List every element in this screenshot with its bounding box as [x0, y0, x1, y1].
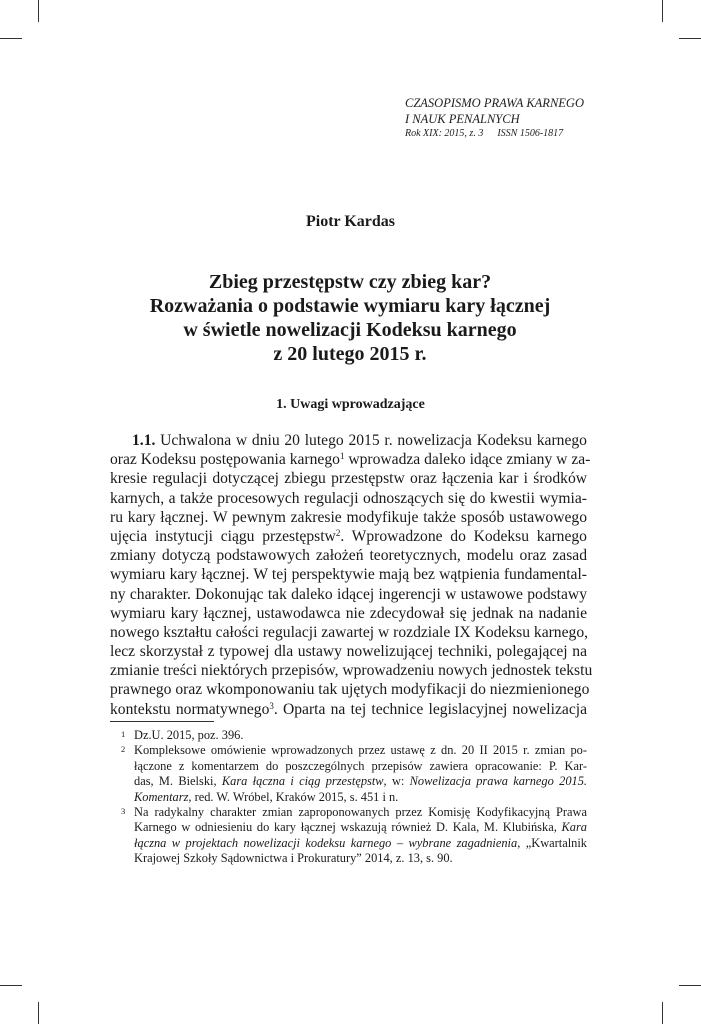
footnote-ref-3[interactable]: 3: [269, 700, 274, 711]
footnote-line: Karnego w odniesieniu do kary łącznej wskazują również D. Kala, M. Klubińska, Kara: [134, 820, 587, 835]
paragraph-number: 1.1.: [132, 432, 156, 449]
paragraph-line: kontekstu normatywnego$^3$. Oparta na tej technice legislacyjnej nowelizacja: [110, 700, 587, 718]
footnote-line: Dz.U. 2015, poz. 396.: [134, 728, 244, 742]
title-line: z 20 lutego 2015 r.: [273, 343, 427, 365]
crop-mark-top-left: [38, 0, 39, 22]
journal-name-line1: CZASOPISMO PRAWA KARNEGO: [405, 96, 584, 110]
title-line: Rozważania o podstawie wymiaru kary łącznej: [149, 295, 551, 317]
footnote-1: [110, 728, 587, 743]
crop-mark-top-left-h: [0, 38, 22, 39]
paragraph-line: zmianie treści niektórych przepisów, wprowadzeniu nowych jednostek tekstu: [110, 662, 593, 680]
crop-mark-bottom-left: [38, 1002, 39, 1024]
paragraph-line: zmiany dotyczą podstawowych założeń teoretycznych, modelu oraz zasad: [110, 547, 587, 565]
crop-mark-bottom-left-h: [0, 985, 22, 986]
journal-name-line2: I NAUK PENALNYCH: [405, 112, 520, 126]
title-line: Zbieg przestępstw czy zbieg kar?: [208, 271, 492, 293]
crop-mark-bottom-right: [662, 1002, 663, 1024]
title-line: w świetle nowelizacji Kodeksu karnego: [183, 319, 517, 341]
paragraph-line: nowego kształtu całości regulacji zawartej w rozdziale IX Kodeksu karnego,: [110, 623, 589, 641]
footnote-line: łączna w projektach nowelizacji kodeksu karnego – wybrane zagadnienia, „Kwartalnik: [134, 835, 587, 850]
section-heading: 1. Uwagi wprowadzające: [276, 397, 425, 412]
paragraph-line: ru kary łącznej. W pewnym zakresie modyfikuje także sposób ustawowego: [110, 508, 587, 526]
footnote-line: Krajowej Szkoły Sądownictwa i Prokuratury” 2014, z. 13, s. 90.: [134, 851, 453, 866]
footnote-separator: [110, 721, 214, 722]
paragraph-line: ujęcia instytucji ciągu przestępstw$^2$. Wprowadzone do Kodeksu karnego: [110, 527, 587, 545]
journal-meta: [405, 127, 605, 140]
crop-mark-top-right-h: [679, 38, 701, 39]
footnote-line: Komentarz, red. W. Wróbel, Kraków 2015, s. 451 i n.: [134, 789, 399, 804]
paragraph-line: ny charakter. Dokonując tak daleko idącej ingerencji w ustawowe podstawy: [110, 585, 587, 603]
footnote-ref-2[interactable]: 2: [335, 527, 341, 538]
crop-mark-bottom-right-h: [679, 985, 701, 986]
journal-issn: ISSN 1506-1817: [497, 128, 564, 139]
footnote-line: das, M. Bielski, Kara łączna i ciąg przestępstw, w: Nowelizacja prawa karnego 2015.: [134, 774, 587, 789]
journal-issue: Rok XIX: 2015, z. 3: [405, 128, 484, 139]
paragraph-line: lecz skorzystał z typowej dla ustawy nowelizującej techniki, polegającej na: [110, 643, 587, 661]
article-author: Piotr Kardas: [305, 213, 396, 230]
article-title: [100, 270, 600, 366]
footnote-line: Na radykalny charakter zmian zaproponowanych przez Komisję Kodyfikacyjną Prawa: [134, 804, 587, 819]
body-paragraph: [110, 431, 593, 719]
paragraph-line: 1.1. Uchwalona w dniu 20 lutego 2015 r. nowelizacja Kodeksu karnego: [132, 432, 587, 449]
paragraph-line: oraz Kodeksu postępowania karnego$^1$ wprowadza daleko idące zmiany w za-: [110, 451, 591, 469]
paragraph-line: prawnego oraz wkomponowaniu tak ujętych modyfikacji do niezmienionego: [110, 681, 590, 699]
crop-mark-top-right: [662, 0, 663, 22]
footnotes: [110, 728, 587, 867]
footnote-2: [110, 743, 587, 805]
paragraph-line: wymiaru kary łącznej, ustawodawca nie zdecydował się jednak na nadanie: [110, 604, 587, 622]
paragraph-line: kresie regulacji dotyczącej zbiegu przestępstw oraz łączenia kar i środków: [110, 470, 587, 488]
footnote-number: 2: [121, 744, 126, 755]
footnote-number: 1: [121, 729, 126, 739]
footnote-line: łączone z komentarzem do poszczególnych przepisów zawiera opracowanie: P. Kar-: [134, 758, 587, 773]
footnote-number: 3: [121, 805, 126, 816]
footnote-3: [110, 805, 587, 867]
paragraph-line: wymiaru kary łącznej. W tej perspektywie mają bez wątpienia fundamental-: [110, 566, 587, 584]
footnote-ref-1[interactable]: 1: [339, 451, 345, 462]
journal-header: [405, 95, 605, 140]
footnote-line: Kompleksowe omówienie wprowadzonych przez ustawę z dn. 20 II 2015 r. zmian po-: [134, 743, 587, 758]
paragraph-line: karnych, a także procesowych regulacji odnoszących się do kwestii wymia-: [110, 489, 587, 507]
